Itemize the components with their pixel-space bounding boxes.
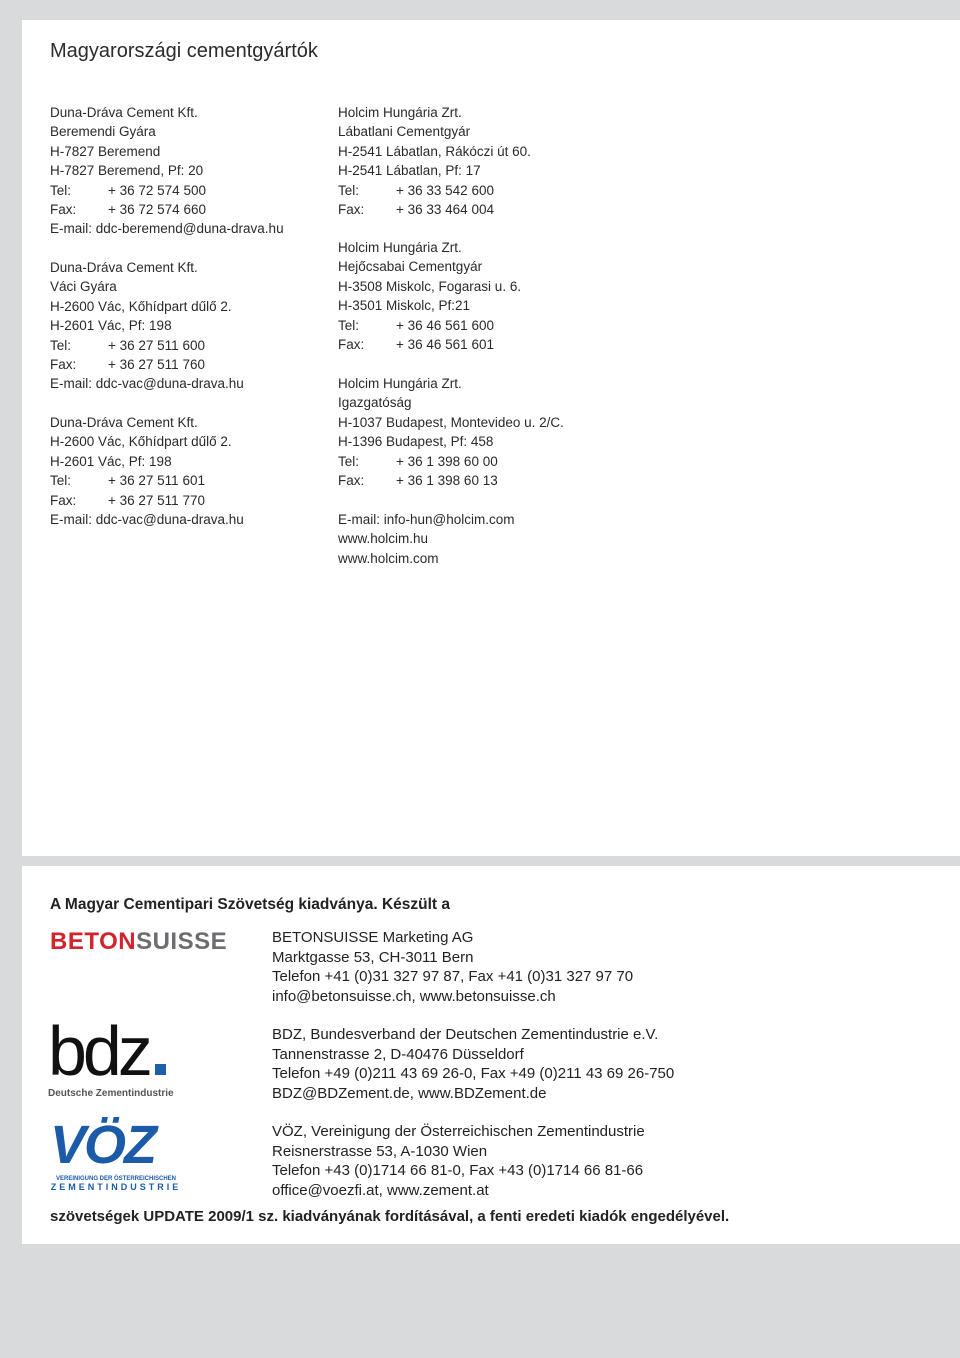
plant-name: Hejőcsabai Cementgyár xyxy=(338,259,483,275)
bdz-logo-subtitle: Deutsche Zementindustrie xyxy=(48,1088,174,1099)
company-block-vac-2 xyxy=(50,413,244,529)
fax-line xyxy=(50,491,244,510)
fax-label: Fax: xyxy=(338,473,365,489)
company-block-budapest xyxy=(338,374,564,490)
website-link[interactable]: www.holcim.hu xyxy=(338,531,429,547)
association-address: Marktgasse 53, CH-3011 Bern xyxy=(272,948,474,966)
address-line: H-1037 Budapest, Montevideo u. 2/C. xyxy=(338,414,564,430)
plant-name: Igazgatóság xyxy=(338,395,412,411)
association-address: Tannenstrasse 2, D-40476 Düsseldorf xyxy=(272,1045,524,1063)
company-name: Duna-Dráva Cement Kft. xyxy=(50,415,198,430)
association-voz xyxy=(272,1122,645,1200)
company-block-hejocsaba xyxy=(338,238,521,354)
tel-label: Tel: xyxy=(50,337,72,353)
plant-name: Lábatlani Cementgyár xyxy=(338,124,471,140)
association-web[interactable]: info@betonsuisse.ch, www.betonsuisse.ch xyxy=(272,987,556,1005)
footer-heading: A Magyar Cementipari Szövetség kiadványa. Készült a xyxy=(50,896,450,913)
company-block-beremend xyxy=(50,103,284,239)
fax-label: Fax: xyxy=(50,202,77,218)
company-block-labatlan xyxy=(338,103,531,219)
tel-value: + 36 1 398 60 00 xyxy=(396,453,498,469)
fax-line xyxy=(338,471,564,490)
company-name: Holcim Hungária Zrt. xyxy=(338,240,462,255)
company-name: Duna-Dráva Cement Kft. xyxy=(50,105,198,120)
tel-label: Tel: xyxy=(50,473,72,489)
tel-line xyxy=(50,181,284,200)
company-name: Holcim Hungária Zrt. xyxy=(338,376,462,391)
email-link[interactable]: E-mail: info-hun@holcim.com xyxy=(338,512,515,527)
postal-line: H-2601 Vác, Pf: 198 xyxy=(50,318,172,334)
company-name: Duna-Dráva Cement Kft. xyxy=(50,260,198,275)
tel-line xyxy=(338,452,564,471)
voz-logo xyxy=(50,1115,185,1198)
fax-value: + 36 33 464 004 xyxy=(396,202,494,218)
address-line: H-7827 Beremend xyxy=(50,143,161,159)
association-address: Reisnerstrasse 53, A-1030 Wien xyxy=(272,1142,488,1160)
email-line: E-mail: ddc-beremend@duna-drava.hu xyxy=(50,221,284,237)
fax-value: + 36 72 574 660 xyxy=(108,202,206,218)
plant-name: Beremendi Gyára xyxy=(50,124,156,140)
footer-closing: szövetségek UPDATE 2009/1 sz. kiadványának fordításával, a fenti eredeti kiadók engedélyével. xyxy=(50,1208,730,1225)
tel-label: Tel: xyxy=(338,317,360,333)
fax-line xyxy=(50,355,244,374)
company-name: Holcim Hungária Zrt. xyxy=(338,105,462,120)
voz-logo-text: VÖZ xyxy=(50,1115,156,1175)
tel-label: Tel: xyxy=(338,453,360,469)
tel-label: Tel: xyxy=(338,182,360,198)
website-link[interactable]: www.holcim.com xyxy=(338,550,439,566)
fax-line xyxy=(338,200,531,219)
association-phone: Telefon +41 (0)31 327 97 87, Fax +41 (0)31 327 97 70 xyxy=(272,968,634,985)
bdz-logo-text: bdz xyxy=(48,1016,198,1086)
email-line: E-mail: ddc-vac@duna-drava.hu xyxy=(50,512,244,528)
fax-label: Fax: xyxy=(338,202,365,218)
fax-value: + 36 27 511 770 xyxy=(108,492,205,508)
fax-value: + 36 1 398 60 13 xyxy=(396,473,498,489)
postal-line: H-7827 Beremend, Pf: 20 xyxy=(50,163,204,179)
voz-logo-subtitle-2: ZEMENTINDUSTRIE xyxy=(50,1182,182,1192)
voz-logo-subtitle-1: VEREINIGUNG DER ÖSTERREICHISCHEN xyxy=(55,1176,176,1182)
association-bdz xyxy=(272,1025,674,1103)
fax-label: Fax: xyxy=(50,357,77,373)
postal-line: H-2541 Lábatlan, Pf: 17 xyxy=(338,163,481,179)
tel-line xyxy=(338,316,521,335)
address-line: H-2600 Vác, Kőhídpart dűlő 2. xyxy=(50,298,232,314)
tel-label: Tel: xyxy=(50,182,72,198)
address-line: H-2600 Vác, Kőhídpart dűlő 2. xyxy=(50,434,232,450)
association-phone: Telefon +49 (0)211 43 69 26-0, Fax +49 (0)211 43 69 26-750 xyxy=(272,1065,675,1082)
tel-line xyxy=(50,336,244,355)
company-block-vac xyxy=(50,258,244,394)
association-betonsuisse xyxy=(272,928,633,1006)
tel-line xyxy=(50,471,244,490)
plant-name: Váci Gyára xyxy=(50,279,117,295)
email-line: E-mail: ddc-vac@duna-drava.hu xyxy=(50,376,244,392)
address-line: H-2541 Lábatlan, Rákóczi út 60. xyxy=(338,143,531,159)
bdz-dot-icon xyxy=(155,1064,166,1075)
fax-line xyxy=(338,335,521,354)
postal-line: H-1396 Budapest, Pf: 458 xyxy=(338,434,494,450)
tel-value: + 36 72 574 500 xyxy=(108,182,206,198)
tel-value: + 36 46 561 600 xyxy=(396,317,494,333)
association-name: BDZ, Bundesverband der Deutschen Zementindustrie e.V. xyxy=(272,1026,659,1043)
association-web[interactable]: office@voezfi.at, www.zement.at xyxy=(272,1181,489,1199)
fax-line xyxy=(50,200,284,219)
tel-value: + 36 27 511 601 xyxy=(108,473,205,489)
betonsuisse-logo xyxy=(50,928,227,956)
betonsuisse-logo-part2: SUISSE xyxy=(136,928,228,955)
fax-label: Fax: xyxy=(50,492,77,508)
postal-line: H-3501 Miskolc, Pf:21 xyxy=(338,298,471,314)
association-name: BETONSUISSE Marketing AG xyxy=(272,929,474,946)
bdz-logo xyxy=(48,1012,198,1106)
address-line: H-3508 Miskolc, Fogarasi u. 6. xyxy=(338,278,522,294)
association-web[interactable]: BDZ@BDZement.de, www.BDZement.de xyxy=(272,1084,547,1102)
holcim-contact-block xyxy=(338,510,515,568)
tel-value: + 36 33 542 600 xyxy=(396,182,494,198)
postal-line: H-2601 Vác, Pf: 198 xyxy=(50,453,172,469)
association-name: VÖZ, Vereinigung der Österreichischen Zementindustrie xyxy=(272,1123,645,1140)
betonsuisse-logo-part1: BETON xyxy=(50,928,137,955)
association-phone: Telefon +43 (0)1714 66 81-0, Fax +43 (0)1714 66 81-66 xyxy=(272,1162,644,1179)
fax-value: + 36 27 511 760 xyxy=(108,357,205,373)
page-title: Magyarországi cementgyártók xyxy=(50,40,318,62)
fax-label: Fax: xyxy=(338,337,365,353)
fax-value: + 36 46 561 601 xyxy=(396,337,494,353)
tel-value: + 36 27 511 600 xyxy=(108,337,205,353)
tel-line xyxy=(338,181,531,200)
